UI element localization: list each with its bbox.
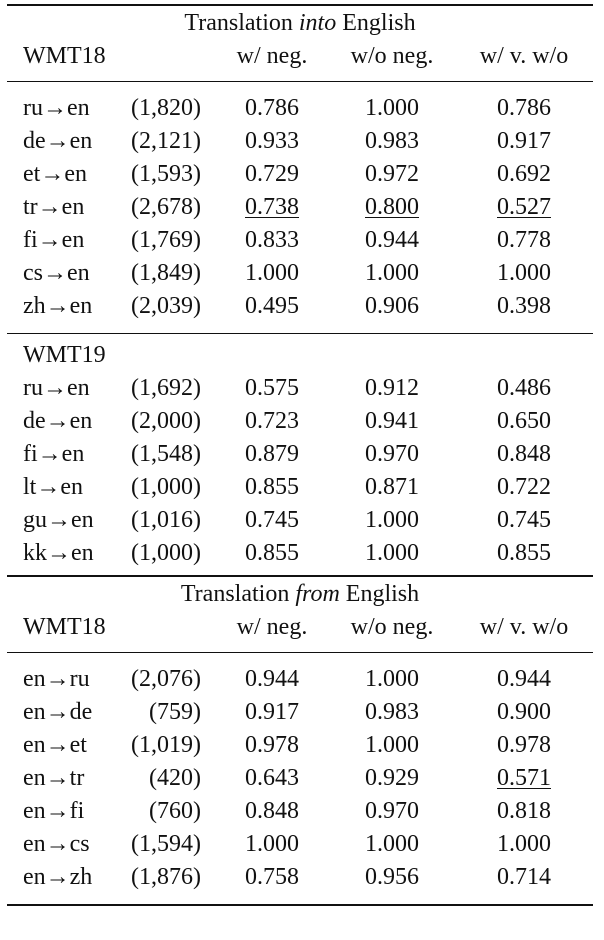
score-cell: 0.848 — [497, 441, 551, 467]
score-cell: 0.970 — [365, 441, 419, 467]
table-row — [7, 405, 593, 438]
score-cell: 0.643 — [245, 765, 299, 791]
sample-count: (760) — [149, 798, 201, 824]
sample-count: (1,593) — [131, 161, 201, 187]
table-row — [7, 224, 593, 257]
table-row — [7, 158, 593, 191]
score-cell: 1.000 — [365, 540, 419, 566]
score-cell: 1.000 — [365, 666, 419, 692]
score-cell: 0.855 — [497, 540, 551, 566]
score-cell: 0.941 — [365, 408, 419, 434]
language-pair: en→et — [23, 732, 87, 758]
table-rule-bottom — [7, 904, 593, 906]
score-cell: 0.912 — [365, 375, 419, 401]
score-cell: 0.800 — [365, 194, 419, 220]
sample-count: (2,076) — [131, 666, 201, 692]
score-cell: 0.929 — [365, 765, 419, 791]
sample-count: (759) — [149, 699, 201, 725]
group-header-row — [7, 339, 593, 372]
score-cell: 0.855 — [245, 474, 299, 500]
sample-count: (1,769) — [131, 227, 201, 253]
score-cell: 0.786 — [245, 95, 299, 121]
sample-count: (1,019) — [131, 732, 201, 758]
section-caption — [7, 6, 593, 40]
score-cell: 0.745 — [497, 507, 551, 533]
language-pair: de→en — [23, 128, 93, 154]
sample-count: (1,820) — [131, 95, 201, 121]
language-pair: de→en — [23, 408, 93, 434]
group-label: WMT18 — [23, 43, 106, 69]
score-cell: 1.000 — [365, 95, 419, 121]
language-pair: ru→en — [23, 95, 90, 121]
column-header: w/ v. w/o — [479, 43, 569, 69]
score-cell: 0.983 — [365, 699, 419, 725]
sample-count: (2,121) — [131, 128, 201, 154]
column-header: w/o neg. — [350, 614, 434, 640]
score-cell: 0.495 — [245, 293, 299, 319]
caption-prefix: Translation — [180, 581, 296, 607]
score-cell: 1.000 — [365, 260, 419, 286]
caption-prefix: Translation — [184, 10, 299, 36]
language-pair: zh→en — [23, 293, 93, 319]
score-cell: 0.738 — [245, 194, 299, 220]
score-cell: 0.758 — [245, 864, 299, 890]
score-cell: 0.917 — [497, 128, 551, 154]
score-cell: 1.000 — [245, 831, 299, 857]
score-cell: 0.855 — [245, 540, 299, 566]
score-cell: 0.848 — [245, 798, 299, 824]
language-pair: gu→en — [23, 507, 94, 533]
score-cell: 0.818 — [497, 798, 551, 824]
score-cell: 0.906 — [365, 293, 419, 319]
sample-count: (2,678) — [131, 194, 201, 220]
sample-count: (1,876) — [131, 864, 201, 890]
score-cell: 1.000 — [497, 831, 551, 857]
group-header-row — [7, 40, 593, 73]
score-cell: 0.571 — [497, 765, 551, 791]
table-row — [7, 663, 593, 696]
table-row — [7, 257, 593, 290]
language-pair: et→en — [23, 161, 87, 187]
group-header-row — [7, 611, 593, 644]
score-cell: 0.723 — [245, 408, 299, 434]
language-pair: kk→en — [23, 540, 94, 566]
score-cell: 0.833 — [245, 227, 299, 253]
score-cell: 0.944 — [365, 227, 419, 253]
score-cell: 0.398 — [497, 293, 551, 319]
score-cell: 0.972 — [365, 161, 419, 187]
table-row — [7, 191, 593, 224]
score-cell: 0.786 — [497, 95, 551, 121]
sample-count: (1,692) — [131, 375, 201, 401]
score-cell: 0.778 — [497, 227, 551, 253]
language-pair: en→de — [23, 699, 93, 725]
table-row — [7, 92, 593, 125]
score-cell: 0.650 — [497, 408, 551, 434]
language-pair: fi→en — [23, 441, 85, 467]
score-cell: 0.722 — [497, 474, 551, 500]
sample-count: (1,016) — [131, 507, 201, 533]
table-row — [7, 828, 593, 861]
results-table — [7, 4, 593, 906]
score-cell: 0.729 — [245, 161, 299, 187]
table-row — [7, 762, 593, 795]
score-cell: 0.692 — [497, 161, 551, 187]
language-pair: ru→en — [23, 375, 90, 401]
caption-emphasis: into — [298, 10, 337, 36]
score-cell: 0.970 — [365, 798, 419, 824]
language-pair: cs→en — [23, 260, 90, 286]
column-header: w/o neg. — [350, 43, 434, 69]
table-row — [7, 729, 593, 762]
section-caption — [7, 577, 593, 611]
score-cell: 0.871 — [365, 474, 419, 500]
sample-count: (2,000) — [131, 408, 201, 434]
sample-count: (2,039) — [131, 293, 201, 319]
score-cell: 1.000 — [365, 507, 419, 533]
table-row — [7, 861, 593, 894]
table-row — [7, 438, 593, 471]
score-cell: 0.527 — [497, 194, 551, 220]
column-header: w/ v. w/o — [479, 614, 569, 640]
column-header: w/ neg. — [236, 43, 308, 69]
language-pair: tr→en — [23, 194, 85, 220]
score-cell: 0.944 — [497, 666, 551, 692]
score-cell: 0.745 — [245, 507, 299, 533]
caption-emphasis: from — [295, 581, 340, 607]
table-row — [7, 125, 593, 158]
language-pair: lt→en — [23, 474, 83, 500]
language-pair: en→cs — [23, 831, 90, 857]
score-cell: 1.000 — [497, 260, 551, 286]
score-cell: 0.983 — [365, 128, 419, 154]
score-cell: 0.978 — [497, 732, 551, 758]
language-pair: en→ru — [23, 666, 90, 692]
score-cell: 0.714 — [497, 864, 551, 890]
sample-count: (1,594) — [131, 831, 201, 857]
table-row — [7, 537, 593, 570]
sample-count: (1,849) — [131, 260, 201, 286]
score-cell: 1.000 — [365, 732, 419, 758]
sample-count: (1,000) — [131, 474, 201, 500]
column-header: w/ neg. — [236, 614, 308, 640]
language-pair: en→fi — [23, 798, 85, 824]
sample-count: (420) — [149, 765, 201, 791]
score-cell: 0.900 — [497, 699, 551, 725]
language-pair: fi→en — [23, 227, 85, 253]
table-row — [7, 372, 593, 405]
score-cell: 1.000 — [245, 260, 299, 286]
table-row — [7, 696, 593, 729]
table-row — [7, 504, 593, 537]
score-cell: 1.000 — [365, 831, 419, 857]
score-cell: 0.575 — [245, 375, 299, 401]
table-row — [7, 795, 593, 828]
sample-count: (1,548) — [131, 441, 201, 467]
group-label: WMT19 — [23, 342, 106, 368]
sample-count: (1,000) — [131, 540, 201, 566]
caption-suffix: English — [339, 581, 420, 607]
score-cell: 0.956 — [365, 864, 419, 890]
group-label: WMT18 — [23, 614, 106, 640]
score-cell: 0.486 — [497, 375, 551, 401]
caption-suffix: English — [336, 10, 416, 36]
score-cell: 0.917 — [245, 699, 299, 725]
language-pair: en→tr — [23, 765, 85, 791]
score-cell: 0.944 — [245, 666, 299, 692]
table-row — [7, 471, 593, 504]
table-row — [7, 290, 593, 323]
score-cell: 0.933 — [245, 128, 299, 154]
score-cell: 0.879 — [245, 441, 299, 467]
score-cell: 0.978 — [245, 732, 299, 758]
language-pair: en→zh — [23, 864, 93, 890]
